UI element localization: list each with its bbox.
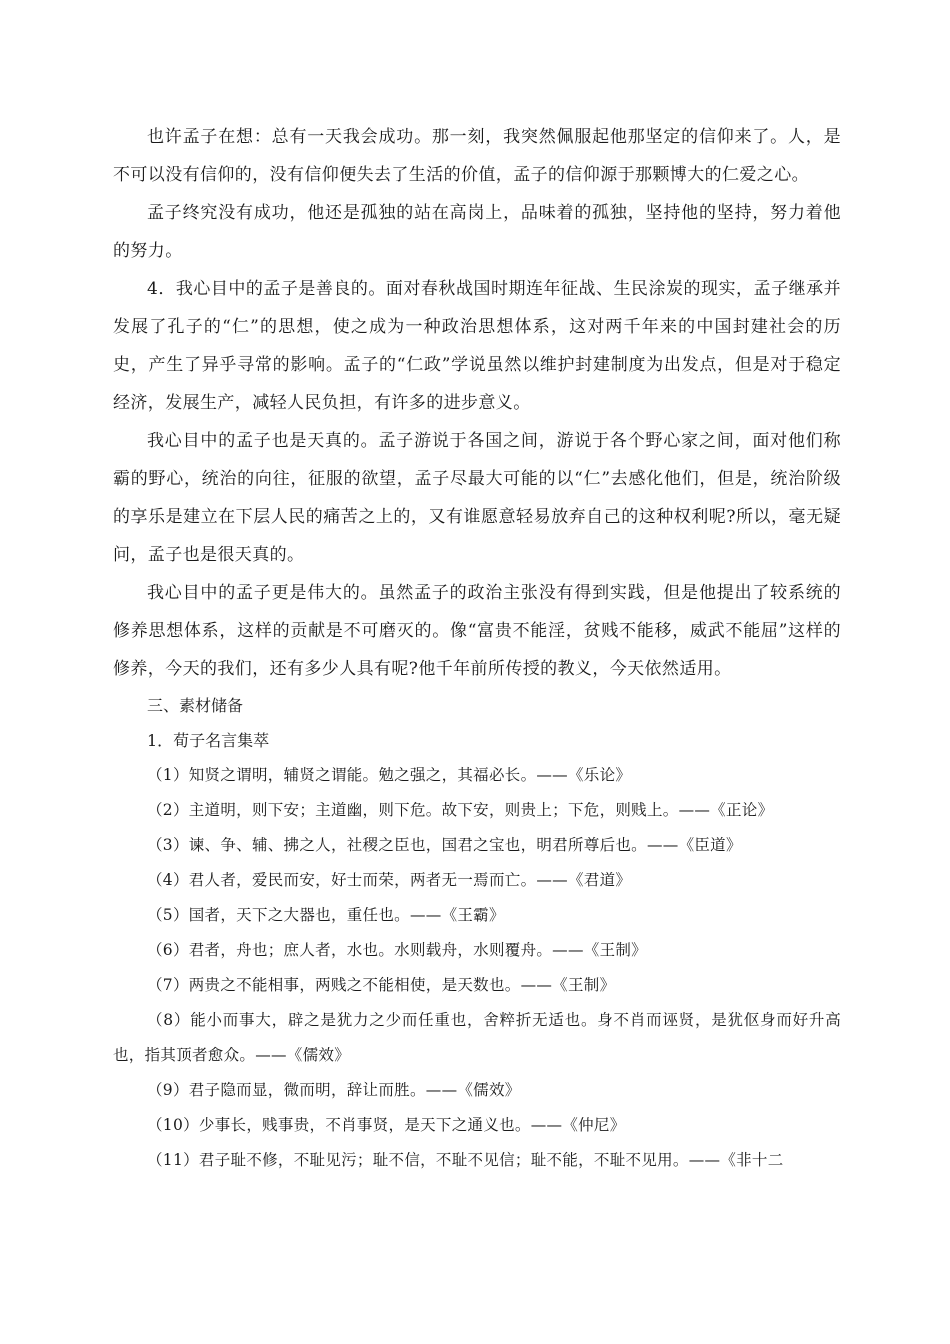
quote-item: （10）少事长，贱事贵，不肖事贤，是天下之通义也。——《仲尼》: [147, 1116, 626, 1134]
quote-item: （3）谏、争、辅、拂之人，社稷之臣也，国君之宝也，明君所尊后也。——《臣道》: [147, 836, 742, 854]
quote-item: （8）能小而事大，辟之是犹力之少而任重也，舍粹折无适也。身不肖而诬贤，是犹伛身而好升高也，指其顶者愈众。——《儒效》: [113, 1011, 841, 1064]
subsection-heading: 1．荀子名言集萃: [147, 731, 270, 750]
quote-item: （7）两贵之不能相事，两贱之不能相使，是天数也。——《王制》: [147, 976, 616, 994]
paragraph: 我心目中的孟子也是天真的。孟子游说于各国之间，游说于各个野心家之间，面对他们称霸的野心，统治的向往，征服的欲望，孟子尽最大可能的以“仁”去感化他们，但是，统治阶级的享乐是建立在下层人民的痛苦之上的，又有谁愿意轻易放弃自己的这种权利呢?所以，毫无疑问，孟子也是很天真的。: [113, 431, 841, 565]
quote-item: （9）君子隐而显，微而明，辞让而胜。——《儒效》: [147, 1081, 521, 1099]
quote-item: （11）君子耻不修，不耻见污；耻不信，不耻不见信；耻不能，不耻不见用。——《非十二: [147, 1151, 784, 1169]
quote-item: （5）国者，天下之大器也，重任也。——《王霸》: [147, 906, 505, 924]
quote-item: （6）君者，舟也；庶人者，水也。水则载舟，水则覆舟。——《王制》: [147, 941, 647, 959]
paragraph: 孟子终究没有成功，他还是孤独的站在高岗上，品味着的孤独，坚持他的坚持，努力着他的努力。: [113, 203, 841, 261]
quote-item: （2）主道明，则下安；主道幽，则下危。故下安，则贵上；下危，则贱上。——《正论》: [147, 801, 774, 819]
paragraph: 也许孟子在想：总有一天我会成功。那一刻，我突然佩服起他那坚定的信仰来了。人，是不可以没有信仰的，没有信仰便失去了生活的价值，孟子的信仰源于那颗博大的仁爱之心。: [113, 127, 841, 185]
paragraph: 4．我心目中的孟子是善良的。面对春秋战国时期连年征战、生民涂炭的现实，孟子继承并发展了孔子的“仁”的思想，使之成为一种政治思想体系，这对两千年来的中国封建社会的历史，产生了异乎寻常的影响。孟子的“仁政”学说虽然以维护封建制度为出发点，但是对于稳定经济，发展生产，减轻人民负担，有许多的进步意义。: [113, 279, 841, 413]
document-page: [113, 118, 841, 1178]
quote-item: （4）君人者，爱民而安，好士而荣，两者无一焉而亡。——《君道》: [147, 871, 632, 889]
quote-item: （1）知贤之谓明，辅贤之谓能。勉之强之，其福必长。——《乐论》: [147, 766, 632, 784]
paragraph: 我心目中的孟子更是伟大的。虽然孟子的政治主张没有得到实践，但是他提出了较系统的修养思想体系，这样的贡献是不可磨灭的。像“富贵不能淫，贫贱不能移，威武不能屈”这样的修养，今天的我们，还有多少人具有呢?他千年前所传授的教义，今天依然适用。: [113, 583, 841, 679]
section-heading: 三、素材储备: [147, 696, 244, 715]
